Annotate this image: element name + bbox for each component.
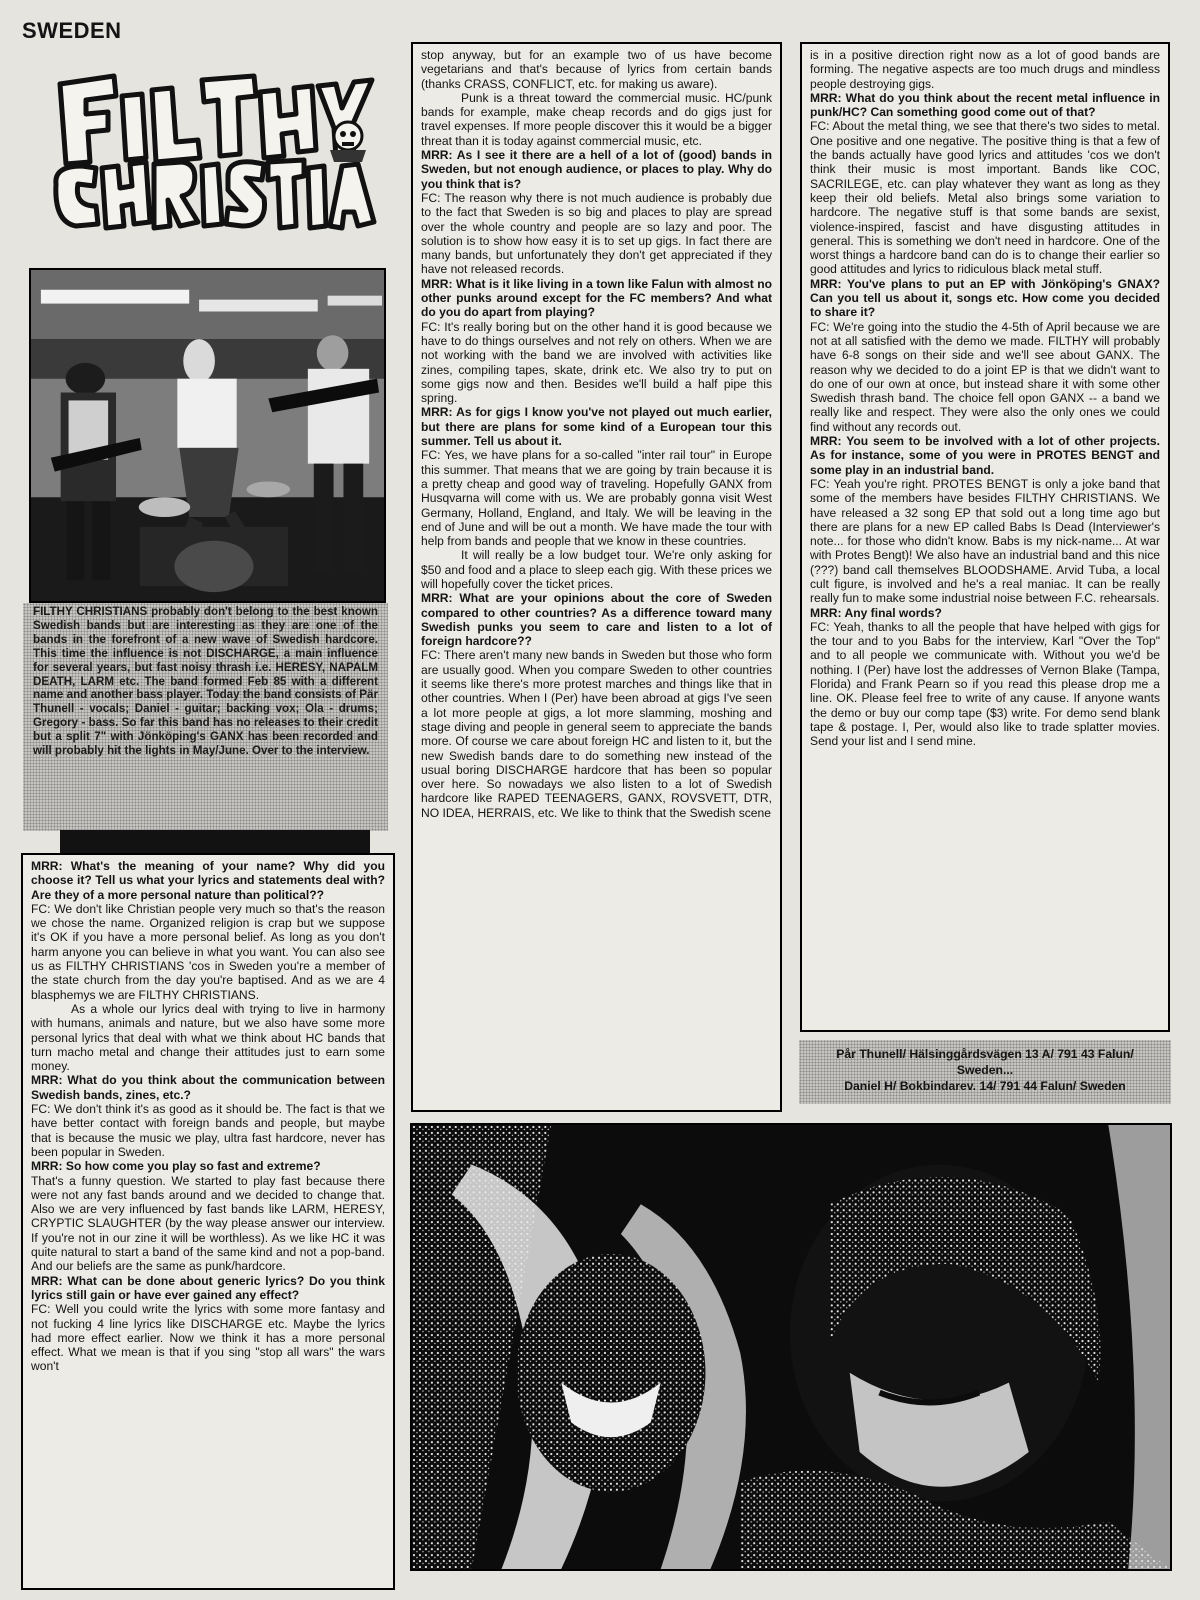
address-line-2: Daniel H/ Bokbindarev. 14/ 791 44 Falun/ Sweden bbox=[844, 1079, 1126, 1093]
question-play-fast: MRR: So how come you play so fast and extreme? bbox=[31, 1159, 321, 1174]
question-generic-lyrics: MRR: What can be done about generic lyrics? Do you think lyrics still gain or have ever gained any effect? bbox=[31, 1273, 385, 1302]
interview-column-1 bbox=[21, 853, 395, 1590]
answer-continued: stop anyway, but for an example two of us have become vegetarians and that's because of lyrics from certain bands (thanks CRASS, CONFLICT, etc. for making us aware). bbox=[421, 48, 772, 91]
question-name-meaning: MRR: What's the meaning of your name? Why did you choose it? Tell us what your lyrics and statements deal with? Are they of a more personal nature than political?? bbox=[31, 859, 385, 902]
contact-addresses bbox=[799, 1040, 1171, 1104]
band-live-photo bbox=[29, 268, 386, 603]
skull-mascot-icon bbox=[330, 122, 366, 162]
question-split-ep: MRR: You've plans to put an EP with Jönköping's GNAX? Can you tell us about it, songs etc. How come you decided to share it? bbox=[810, 276, 1160, 320]
question-audience: MRR: As I see it there are a hell of a lot of (good) bands in Sweden, but not enough audience, or places to play. Why do you think that is? bbox=[421, 148, 772, 191]
question-falun: MRR: What is it like living in a town like Falun with almost no other punks around except for the FC members? And what do you do apart from playing? bbox=[421, 276, 772, 320]
answer-name-meaning: FC: We don't like Christian people very much so that's the reason we chose the name. Organized religion is crap but we suppose it's OK if you have a more personal belief. As long as you don't harm anyone you can believe in what you want. You can also see us as FILTHY CHRISTIANS 'cos in Sweden you're a member of the state church from the day you're baptised. And as we are 4 blasphemys we are FILTHY CHRISTIANS. bbox=[31, 901, 385, 1002]
answer-split-ep: FC: We're going into the studio the 4-5th of April because we are not at all satisfied with the demo we made. FILTHY will probably have 6-8 songs on their side and we'll see about GANX. The reason why we decided to do a joint EP is that we didn't want to do one of our own at once, but instead share it with some other Swedish thrash band. The choice fell opon GANX -- a band we really like and respect. They were also the only ones we could find without any records out. bbox=[810, 319, 1160, 434]
question-communication: MRR: What do you think about the communication between Swedish bands, zines, etc.? bbox=[31, 1073, 385, 1102]
answer-other-projects: FC: Yeah you're right. PROTES BENGT is only a joke band that some of the members have besides FILTHY CHRISTIANS. We have released a 32 song EP that sold out a long time ago but there are plans for a new EP called Babs Is Dead (Interviewer's note... for those who didn't know. Babs is my nick-name... At war with Protes Bengt)! We also have an industrial band and this nice (???) band call themselves BLOODSHAME. Arvid Tuba, a local cult figure, is involved and he's a real maniac. It can be really really fun to make some industrial noise between F.C. rehearsals. bbox=[810, 476, 1160, 606]
answer-tour: FC: Yes, we have plans for a so-called "inter rail tour" in Europe this summer. That means that we are going by train because it is a pretty cheap and good way of traveling. Hopefully GANX from Husqvarna will come with us. We are probably gonna visit West Germany, Holland, England, and Italy. We will be leaving in the end of June and will be out a month. We have made the tour with help from bands and people that we know in these countries. bbox=[421, 448, 772, 549]
highcontrast-band-photo-image bbox=[412, 1125, 1170, 1569]
intro-paragraph bbox=[23, 603, 388, 831]
question-metal: MRR: What do you think about the recent metal influence in punk/HC? Can something good come out of that? bbox=[810, 90, 1160, 120]
photo-frame-strip bbox=[60, 830, 370, 854]
band-live-photo-image bbox=[31, 270, 384, 601]
answer-generic-lyrics: FC: Well you could write the lyrics with some more fantasy and not fucking 4 line lyrics like DISCHARGE etc. Maybe the lyrics had more effect earlier. Now we think it has a more personal effect. What we mean is that if you sing "stop all wars" the wars won't bbox=[31, 1302, 385, 1374]
band-logo-graphic bbox=[42, 66, 382, 248]
question-sweden-scene: MRR: What are your opinions about the core of Sweden compared to other countries? As a difference toward many Swedish punks you seem to care and listen to a lot of foreign hardcore?? bbox=[421, 591, 772, 649]
answer-audience: FC: The reason why there is not much audience is probably due to the fact that Sweden is so big and places to play are spread over the whole country and people are so lazy and poor. The solution is to show how easy it is to set up gigs. In fact there are many bands, but unfortunately they don't get appreciated if they have not released records. bbox=[421, 190, 772, 277]
band-logo bbox=[42, 66, 382, 248]
interview-column-3 bbox=[800, 42, 1170, 1032]
answer-tour-budget: It will really be a low budget tour. We're only asking for $50 and food and a place to sleep each gig. With these prices we will hopefully cover the ticket prices. bbox=[421, 548, 772, 591]
question-other-projects: MRR: You seem to be involved with a lot of other projects. As for instance, some of you were in PROTES BENGT and some play in an industrial band. bbox=[810, 434, 1160, 477]
answer-falun: FC: It's really boring but on the other hand it is good because we have to do things ourselves and not rely on others. When we are not working with the band we are involved with activities like zines, compiling tapes, skate, drink etc. We also try to put on some gigs now and then. Besides we'll build a half pipe this spring. bbox=[421, 319, 772, 406]
interview-column-2 bbox=[411, 42, 782, 1112]
answer-communication: FC: We don't think it's as good as it should be. The fact is that we have better contact with foreign bands and people, but maybe that is because the music we play, ultra fast hardcore, never has been popular in Sweden. bbox=[31, 1102, 385, 1159]
answer-scene-continued: is in a positive direction right now as a lot of good bands are forming. The negative aspects are too much drugs and mindless people destroying gigs. bbox=[810, 48, 1160, 91]
answer-final-words: FC: Yeah, thanks to all the people that have helped with gigs for the tour and to you Babs for the interview, Karl "Over the Top" and to all people we communicate with. Without you we'd be nothing. I (Per) have lost the addresses of Vernon Blake (Tampa, Florida) and Frank Pearn so if you read this please drop me a line. OK. Please feel free to write of any cause. If anyone wants the demo or buy our comp tape ($3) write. For demo send blank tape & postage. I, Per, would also like to trade splatter movies. Send your list and I send mine. bbox=[810, 619, 1160, 749]
intro-text: FILTHY CHRISTIANS probably don't belong to the best known Swedish bands but are interesting as they are one of the bands in the forefront of a new wave of Swedish hardcore. This time the influence is not DISCHARGE, a main influence for several years, but fast noisy thrash i.e. HERESY, NAPALM DEATH, LARM etc. The band formed Feb 85 with a different name and another bass player. Today the band consists of Pär Thunell - vocals; Daniel - guitar; backing vox; Ola - drums; Gregory - bass. So far this band has no releases to their credit but a split 7" with Jönköping's GANX has been recorded and will probably hit the lights in May/June. Over to the interview. bbox=[33, 605, 378, 758]
answer-play-fast: That's a funny question. We started to play fast because there were not any fast bands around and we decided to change that. Also we are very influenced by fast bands like LARM, HERESY, CRYPTIC SLAUGHTER (by the way please answer our interview. If you're not in our zine it will be worthless). As we like HC it was quite natural to start a band of the same kind and not a pop-band. And our beliefs are the same as punk/hardcore. bbox=[31, 1173, 385, 1274]
question-tour: MRR: As for gigs I know you've not played out much earlier, but there are plans for some kind of a European tour this summer. Tell us about it. bbox=[421, 405, 772, 449]
highcontrast-band-photo bbox=[410, 1123, 1172, 1571]
answer-metal: FC: About the metal thing, we see that there's two sides to metal. One positive and one negative. The positive thing is that a few of the bands actually have good lyrics and attitudes 'cos we don't think their music is most important. Bands like COC, SACRILEGE, etc. can play whatever they want as long as they keep their old beliefs. Metal also brings some variation to hardcore. The negative stuff is that some bands are sexist, violence-inspired, fascist and have disgusting attitudes in general. This is something we don't need in hardcore. One of the worst things a hardcore band can do is to change their earlier so good attitudes and lyrics to ridiculous black metal stuff. bbox=[810, 119, 1160, 277]
section-label: SWEDEN bbox=[22, 18, 122, 43]
question-final-words: MRR: Any final words? bbox=[810, 605, 942, 620]
answer-lyrics: As a whole our lyrics deal with trying to live in harmony with humans, animals and nature, but we also have some more personal lyrics that deal with what we think about HC bands that turn macho metal and change their attitudes just to earn some money. bbox=[31, 1001, 385, 1074]
address-line-1: Pår Thunell/ Hälsinggårdsvägen 13 A/ 791 43 Falun/ Sweden... bbox=[836, 1047, 1134, 1077]
answer-sweden-scene: FC: There aren't many new bands in Sweden but those who form are usually good. When you compare Sweden to other countries it seems like there's more protest marches and things like that in other countries. When I (Per) have been abroad at gigs I've seen a lot more people at gigs, a lot more slamming, moshing and stage diving and people in general seem to appreciate the bands more. Of course we care about foreign HC and listen to it, but the new Swedish bands dare to do something new instead of the usual boring DISCHARGE hardcore that has been so popular over here. So nowadays we also listen to a lot of Swedish hardcore like RAPED TEENAGERS, GANX, ROVSVETT, DTR, NO IDEA, HERRAIS, etc. We like to think that the Swedish scene bbox=[421, 648, 772, 820]
answer-punk-threat: Punk is a threat toward the commercial music. HC/punk bands for example, make cheap records and do gigs just for travel expenses. If more people discover this it would be a bigger threat than it is today against commercial music, etc. bbox=[421, 90, 772, 148]
